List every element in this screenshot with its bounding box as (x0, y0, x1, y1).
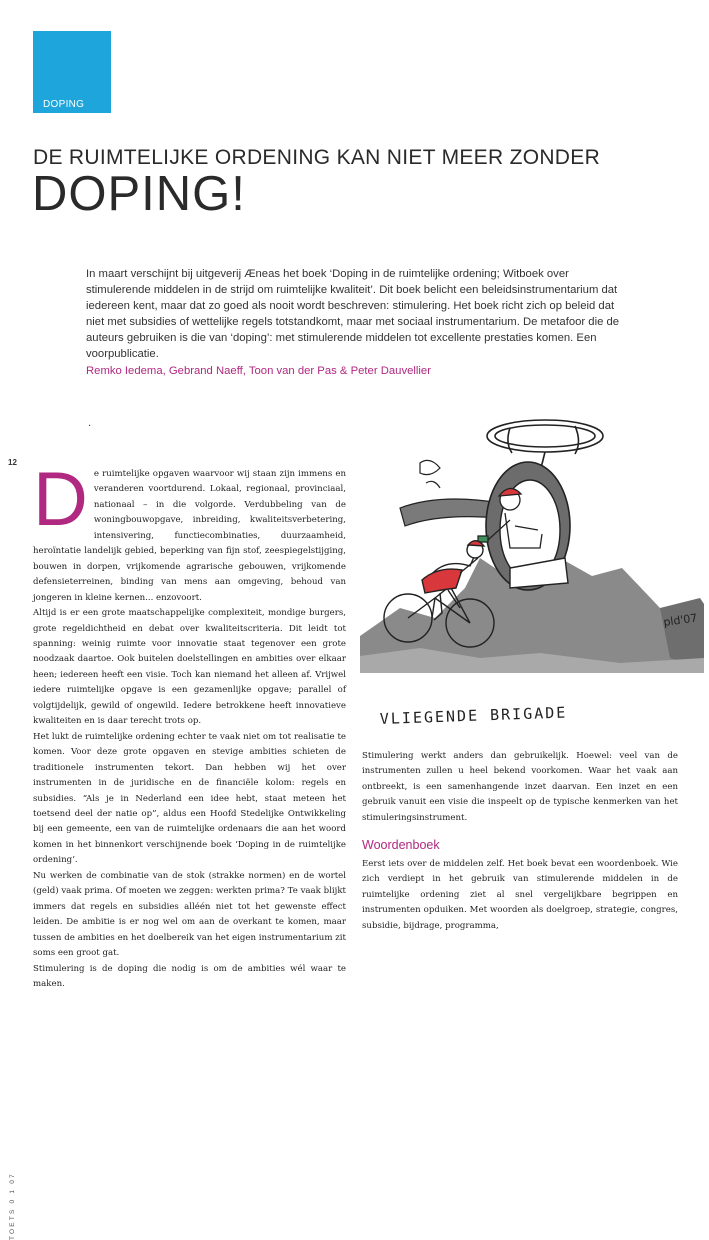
body-paragraph: Eerst iets over de middelen zelf. Het boek bevat een woordenboek. Wie zich verdiept in het gebruik van stimulerende middelen in de ruimtelijke ordening ziet al snel vergelijkbare begrippen en instrumenten opduiken. Met woorden als doelgroep, strategie, congres, subsidie, bijdrage, programma, (362, 858, 678, 931)
illustration-caption: VLIEGENDE BRIGADE (379, 703, 568, 728)
article-intro (86, 266, 626, 362)
body-column-left (33, 457, 346, 992)
helicopter-tail (400, 499, 500, 526)
article-title-line2: DOPING! (32, 167, 246, 221)
body-paragraph: Het lukt de ruimtelijke ordening echter te vaak niet om tot realisatie te komen. Voor deze grote opgaven en stevige ambities schieten de traditionele instrumenten tekort. Dan hebben wij het over instrumenten in de juridische en de financiële kolom: regels en subsidies. “Als je in Nederland een idee hebt, staat meteen het toetsend deel der natie op”, aldus een Hoofd Stedelijke Ontwikkeling bij een gemeente, een van de ruimtelijke ordenaars die aan het woord komen in het binnenkort verschijnende boek ‘Doping in de ruimtelijke ordening’. (33, 731, 346, 866)
drop-cap: D (33, 457, 88, 542)
body-paragraph: e ruimtelijke opgaven waarvoor wij staan zijn immens en veranderen voortdurend. Lokaal, regionaal, provinciaal, nationaal – in die volgorde. Verdubbeling van de woningbouwopgave, inbreiding, kwaliteitsverbetering, intensivering, functiecombinaties, duurzaamheid, heroïntatie landelijk gebied, beperking van fijn stof, zeespiegelstijging, bouwen in dorpen, vrijkomende agrarische gebouwen, vrijkomende defensieterreinen, binding van mens aan omgeving, behoud van jongeren in kleine kernen... enzovoort. (33, 469, 346, 603)
cartoon-illustration (360, 408, 704, 743)
section-label: DOPING (43, 99, 85, 110)
illustration-signature: pld'07 (662, 611, 699, 629)
body-paragraph: Stimulering werkt anders dan gebruikelijk. Hoewel: veel van de instrumenten zullen u heel bekend voorkomen. Waar het vaak aan ontbreekt, is een samenhangende inzet daarvan. Een inzet en een gebruik vanuit een visie die inspeelt op de typische kenmerken van het stimuleringsinstrument. (362, 751, 678, 823)
body-paragraph: Altijd is er een grote maatschappelijke complexiteit, mondige burgers, grote regeldichtheid en debat over kwaliteitscriteria. Dit leidt tot spanning: weinig ruimte voor innovatie staat tegenover een grote noodzaak daartoe. Ook buitelen doelstellingen en ambities over elkaar heen; iedereen heeft een visie. Toch kan niemand het alleen af. Vrijwel iedere ruimtelijke opgave is een gezamenlijke opgave; parallel of volgtijdelijk, gewild of ongewild. Iedere betrokkene heeft innovatieve kwaliteiten en is daar terecht trots op. (33, 608, 346, 727)
body-paragraph: Nu werken de combinatie van de stok (strakke normen) en de wortel (geld) vaak prima. Of moeten we zeggen: werkten prima? Te vaak blijkt immers dat regels en subsidies alléén niet tot het gewenste effect leiden. De ambitie is er nog wel om aan de overkant te komen, maar tussen de ambities en het doelbereik van het eigen instrumentarium zit soms een groot gat. (33, 870, 346, 959)
page-number: 12 (8, 458, 17, 467)
subheading-woordenboek: Woordenboek (362, 838, 440, 853)
helicopter-body (486, 462, 570, 590)
article-authors: Remko Iedema, Gebrand Naeff, Toon van der Pas & Peter Dauvellier (86, 365, 431, 377)
body-column-right (362, 749, 678, 934)
journal-issue-label: TOETS 0 1 07 (9, 1172, 16, 1240)
intro-text: In maart verschijnt bij uitgeverij Æneas het boek ‘Doping in de ruimtelijke ordening; Witboek over stimulerende middelen in de strijd om ruimtelijke kwaliteit’. Dit boek belicht een beleidsinstrumentarium dat iedereen kent, maar dat zo goed als nooit wordt beschreven: stimulering. Het boek richt zich op beleid dat niet met subsidies of wettelijke regels totstandkomt, maar met sociaal instrumentarium. De metafoor die de auteurs gebruiken is die van ‘doping’: met stimulerende middelen tot excellente prestaties komen. Een voorpublicatie. (86, 268, 620, 360)
separator-dot: . (88, 418, 92, 429)
article-title-line1: DE RUIMTELIJKE ORDENING KAN NIET MEER ZONDER (33, 146, 601, 169)
body-paragraph: Stimulering is de doping die nodig is om de ambities wél waar te maken. (33, 963, 346, 989)
